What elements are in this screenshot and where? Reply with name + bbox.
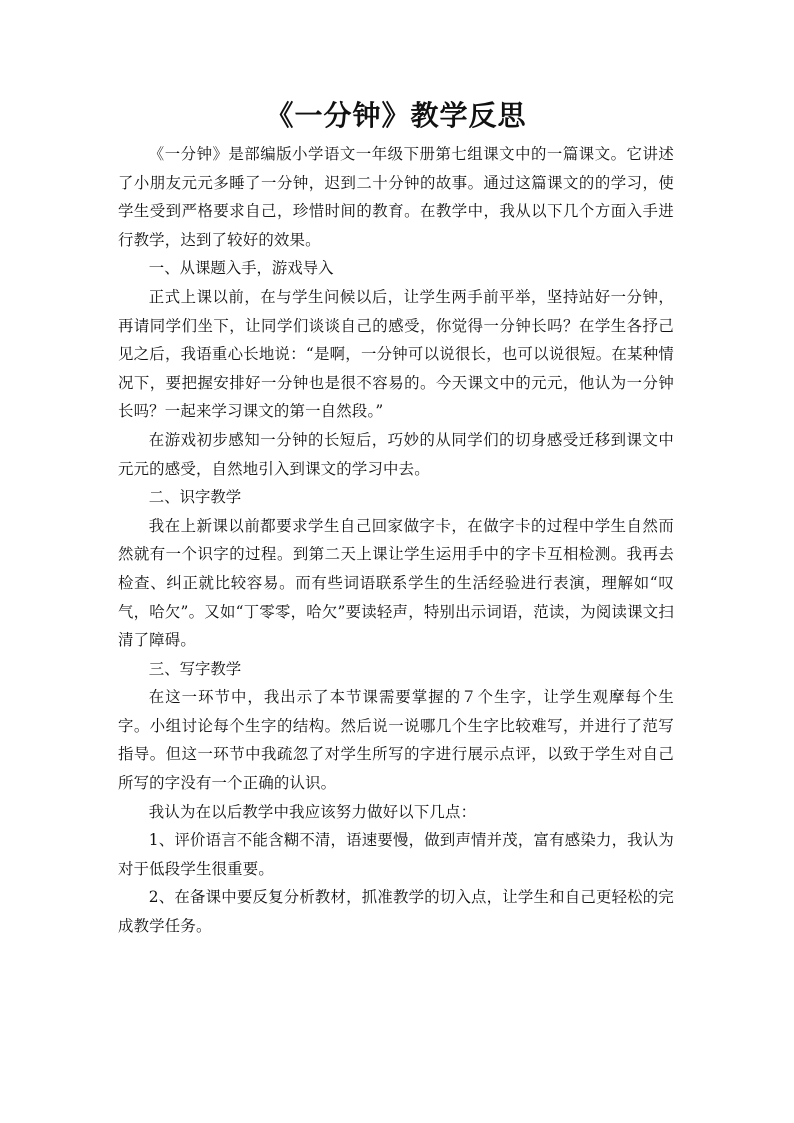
- section-1-heading: 一、从课题入手，游戏导入: [148, 259, 334, 278]
- section-3-paragraph-1: 在这一环节中，我出示了本节课需要掌握的７个生字，让学生观摩每个生字。小组讨论每个生字的结构。然后说一说哪几个生字比较难写，并进行了范写指导。但这一环节中我疏忽了对学生所写的字进行展示点评，以致于学生对自己所写的字没有一个正确的认识。: [118, 688, 674, 793]
- section-2-heading: 二、识字教学: [148, 488, 242, 507]
- section-2-paragraph-1: 我在上新课以前都要求学生自己回家做字卡，在做字卡的过程中学生自然而然就有一个识字的过程。到第二天上课让学生运用手中的字卡互相检测。我再去检查、纠正就比较容易。而有些词语联系学生的生活经验进行表演，理解如“叹气，哈欠”。又如“丁零零，哈欠”要读轻声，特别出示词语，范读，为阅读课文扫清了障碍。: [118, 516, 674, 650]
- conclusion-lead: 我认为在以后教学中我应该努力做好以下几点：: [148, 802, 477, 821]
- conclusion-point-2: 2、在备课中要反复分析教材，抓准教学的切入点，让学生和自己更轻松的完成教学任务。: [118, 888, 674, 936]
- conclusion-point-1: 1、评价语言不能含糊不清，语速要慢，做到声情并茂，富有感染力，我认为对于低段学生很重要。: [118, 831, 674, 878]
- document-title: 《一分钟》教学反思: [265, 99, 527, 132]
- section-1-paragraph-2: 在游戏初步感知一分钟的长短后，巧妙的从同学们的切身感受迁移到课文中元元的感受，自然地引入到课文的学习中去。: [118, 430, 674, 478]
- document-page: [118, 96, 674, 941]
- section-3-heading: 三、写字教学: [148, 659, 242, 678]
- intro-paragraph: 《一分钟》是部编版小学语文一年级下册第七组课文中的一篇课文。它讲述了小朋友元元多睡了一分钟，迟到二十分钟的故事。通过这篇课文的的学习，使学生受到严格要求自己，珍惜时间的教育。在教学中，我从以下几个方面入手进行教学，达到了较好的效果。: [118, 145, 674, 249]
- section-1-paragraph-1: 正式上课以前，在与学生问候以后，让学生两手前平举，坚持站好一分钟，再请同学们坐下，让同学们谈谈自己的感受，你觉得一分钟长吗？在学生各抒己见之后，我语重心长地说：“是啊，一分钟可以说很长，也可以说很短。在某种情况下，要把握安排好一分钟也是很不容易的。今天课文中的元元，他认为一分钟长吗？一起来学习课文的第一自然段。”: [118, 287, 674, 421]
